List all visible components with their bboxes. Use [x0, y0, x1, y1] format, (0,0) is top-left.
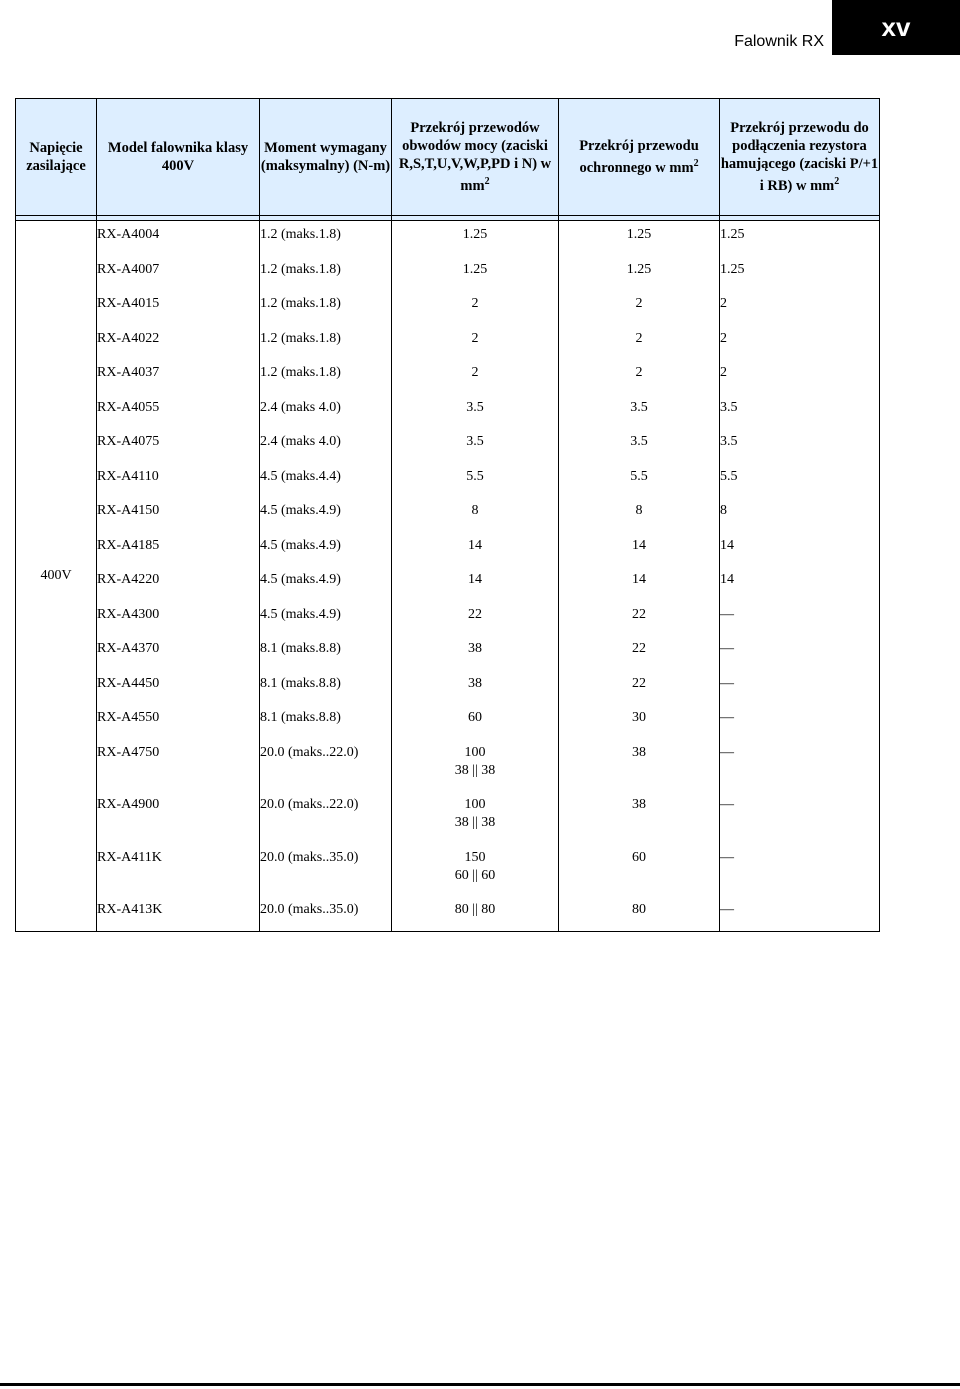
- power-wire-cell: [392, 290, 559, 325]
- power-wire-cell: [392, 704, 559, 739]
- table-row: [16, 670, 880, 705]
- protective-wire-cell: 2: [559, 325, 720, 360]
- model-cell: RX-A4075: [97, 428, 260, 463]
- protective-wire-cell: 22: [559, 635, 720, 670]
- power-wire-value: 80 || 80: [454, 902, 496, 917]
- protective-wire-cell: 60: [559, 844, 720, 897]
- page-number-badge: xv: [832, 0, 960, 55]
- document-title: Falownik RX: [734, 33, 824, 50]
- header-protective-sup: 2: [693, 158, 699, 169]
- power-wire-cell: [392, 394, 559, 429]
- protective-wire-cell: 30: [559, 704, 720, 739]
- model-cell: RX-A4022: [97, 325, 260, 360]
- model-cell: RX-A4055: [97, 394, 260, 429]
- power-wire-parallel-value: 60 || 60: [454, 867, 496, 883]
- model-cell: RX-A4007: [97, 256, 260, 291]
- brake-wire-cell: 1.25: [720, 256, 880, 291]
- power-wire-value: 22: [468, 606, 482, 622]
- model-cell: RX-A4110: [97, 463, 260, 498]
- torque-cell: 4.5 (maks.4.9): [260, 601, 392, 636]
- power-wire-value: 1.25: [462, 227, 488, 242]
- protective-wire-cell: 3.5: [559, 428, 720, 463]
- table-row: [16, 428, 880, 463]
- protective-wire-cell: 1.25: [559, 256, 720, 291]
- brake-wire-cell: —: [720, 896, 880, 931]
- power-wire-cell: [392, 601, 559, 636]
- table-row: [16, 221, 880, 256]
- table-row: [16, 359, 880, 394]
- power-wire-cell: [392, 670, 559, 705]
- header-brake-sup: 2: [834, 176, 840, 187]
- power-wire-value: 3.5: [466, 399, 484, 415]
- table-row: [16, 256, 880, 291]
- model-cell: RX-A4550: [97, 704, 260, 739]
- table-row: [16, 704, 880, 739]
- torque-cell: 4.5 (maks.4.9): [260, 497, 392, 532]
- torque-cell: 1.2 (maks.1.8): [260, 221, 392, 256]
- power-wire-cell: [392, 256, 559, 291]
- model-cell: RX-A413K: [97, 896, 260, 931]
- protective-wire-cell: 80: [559, 896, 720, 931]
- power-wire-cell: [392, 566, 559, 601]
- torque-cell: 4.5 (maks.4.4): [260, 463, 392, 498]
- protective-wire-cell: 38: [559, 739, 720, 792]
- protective-wire-cell: 22: [559, 601, 720, 636]
- header-torque: Moment wymagany (maksymalny) (N-m): [260, 99, 392, 216]
- model-cell: RX-A4015: [97, 290, 260, 325]
- header-voltage: Napięcie zasilające: [16, 99, 97, 216]
- power-wire-cell: [392, 896, 559, 931]
- power-wire-cell: [392, 497, 559, 532]
- brake-wire-cell: 3.5: [720, 394, 880, 429]
- torque-cell: 1.2 (maks.1.8): [260, 359, 392, 394]
- header-power-sup: 2: [484, 176, 490, 187]
- model-cell: RX-A4004: [97, 221, 260, 256]
- torque-cell: 8.1 (maks.8.8): [260, 670, 392, 705]
- protective-wire-cell: 2: [559, 359, 720, 394]
- power-wire-value: 8: [471, 503, 479, 518]
- header-power-wire: [392, 99, 559, 216]
- table-row: [16, 497, 880, 532]
- table-row: [16, 601, 880, 636]
- power-wire-value: 150: [464, 849, 486, 865]
- brake-wire-cell: 3.5: [720, 428, 880, 463]
- model-cell: RX-A4900: [97, 791, 260, 844]
- power-wire-value: 100: [464, 797, 486, 812]
- brake-wire-cell: 1.25: [720, 221, 880, 256]
- power-wire-value: 3.5: [466, 434, 484, 449]
- brake-wire-cell: 8: [720, 497, 880, 532]
- protective-wire-cell: 8: [559, 497, 720, 532]
- power-wire-value: 2: [471, 296, 479, 311]
- protective-wire-cell: 14: [559, 532, 720, 567]
- brake-wire-cell: —: [720, 844, 880, 897]
- torque-cell: 2.4 (maks 4.0): [260, 428, 392, 463]
- power-wire-value: 2: [471, 365, 479, 380]
- protective-wire-cell: 1.25: [559, 221, 720, 256]
- table-row: [16, 463, 880, 498]
- protective-wire-cell: 22: [559, 670, 720, 705]
- power-wire-cell: [392, 532, 559, 567]
- model-cell: RX-A4750: [97, 739, 260, 792]
- voltage-cell: 400V: [16, 221, 97, 932]
- table-row: [16, 394, 880, 429]
- torque-cell: 1.2 (maks.1.8): [260, 290, 392, 325]
- brake-wire-cell: —: [720, 704, 880, 739]
- table-row: [16, 325, 880, 360]
- power-wire-cell: [392, 428, 559, 463]
- brake-wire-cell: —: [720, 739, 880, 792]
- torque-cell: 20.0 (maks..35.0): [260, 896, 392, 931]
- power-wire-cell: [392, 791, 559, 844]
- power-wire-value: 14: [468, 572, 482, 587]
- model-cell: RX-A4300: [97, 601, 260, 636]
- brake-wire-cell: 2: [720, 325, 880, 360]
- header-brake-text: Przekrój przewodu do podłączenia rezystora hamującego (zaciski P/+1 i RB) w mm: [720, 120, 879, 194]
- power-wire-value: 5.5: [466, 468, 484, 484]
- power-wire-parallel-value: 38 || 38: [454, 815, 496, 830]
- brake-wire-cell: 14: [720, 566, 880, 601]
- power-wire-value: 38: [468, 641, 482, 656]
- torque-cell: 4.5 (maks.4.9): [260, 532, 392, 567]
- power-wire-cell: [392, 739, 559, 792]
- torque-cell: 1.2 (maks.1.8): [260, 325, 392, 360]
- power-wire-value: 60: [468, 710, 482, 725]
- table-header-row: [16, 99, 880, 216]
- torque-cell: 8.1 (maks.8.8): [260, 635, 392, 670]
- table-row: [16, 844, 880, 897]
- brake-wire-cell: 14: [720, 532, 880, 567]
- table-body: [16, 221, 880, 932]
- power-wire-cell: [392, 359, 559, 394]
- torque-cell: 20.0 (maks..22.0): [260, 739, 392, 792]
- brake-wire-cell: —: [720, 670, 880, 705]
- footer-rule: [0, 1383, 960, 1386]
- brake-wire-cell: —: [720, 635, 880, 670]
- power-wire-value: 14: [468, 537, 482, 553]
- protective-wire-cell: 3.5: [559, 394, 720, 429]
- power-wire-value: 100: [464, 744, 486, 760]
- torque-cell: 20.0 (maks..22.0): [260, 791, 392, 844]
- table-row: [16, 635, 880, 670]
- model-cell: RX-A4037: [97, 359, 260, 394]
- power-wire-value: 38: [468, 675, 482, 691]
- protective-wire-cell: 5.5: [559, 463, 720, 498]
- power-wire-value: 1.25: [462, 261, 488, 277]
- torque-cell: 2.4 (maks 4.0): [260, 394, 392, 429]
- power-wire-cell: [392, 221, 559, 256]
- table-row: [16, 791, 880, 844]
- model-cell: RX-A411K: [97, 844, 260, 897]
- brake-wire-cell: 2: [720, 359, 880, 394]
- brake-wire-cell: —: [720, 791, 880, 844]
- model-cell: RX-A4220: [97, 566, 260, 601]
- power-wire-cell: [392, 844, 559, 897]
- brake-wire-cell: 5.5: [720, 463, 880, 498]
- power-wire-cell: [392, 325, 559, 360]
- table-row: [16, 566, 880, 601]
- wire-size-table: [15, 98, 880, 932]
- header-protective-wire: [559, 99, 720, 216]
- protective-wire-cell: 14: [559, 566, 720, 601]
- header-brake-wire: [720, 99, 880, 216]
- table-row: [16, 896, 880, 931]
- table-row: [16, 739, 880, 792]
- model-cell: RX-A4370: [97, 635, 260, 670]
- power-wire-cell: [392, 635, 559, 670]
- protective-wire-cell: 38: [559, 791, 720, 844]
- table-row: [16, 290, 880, 325]
- table-row: [16, 532, 880, 567]
- torque-cell: 20.0 (maks..35.0): [260, 844, 392, 897]
- power-wire-value: 2: [471, 330, 479, 346]
- header-power-text: Przekrój przewodów obwodów mocy (zaciski R,S,T,U,V,W,P,PD i N) w mm: [398, 120, 552, 194]
- protective-wire-cell: 2: [559, 290, 720, 325]
- torque-cell: 8.1 (maks.8.8): [260, 704, 392, 739]
- header-model: Model falownika klasy 400V: [97, 99, 260, 216]
- brake-wire-cell: 2: [720, 290, 880, 325]
- brake-wire-cell: —: [720, 601, 880, 636]
- header-protective-text: Przekrój przewodu ochronnego w mm: [579, 138, 699, 176]
- power-wire-parallel-value: 38 || 38: [454, 762, 496, 778]
- torque-cell: 4.5 (maks.4.9): [260, 566, 392, 601]
- torque-cell: 1.2 (maks.1.8): [260, 256, 392, 291]
- model-cell: RX-A4150: [97, 497, 260, 532]
- power-wire-cell: [392, 463, 559, 498]
- model-cell: RX-A4185: [97, 532, 260, 567]
- model-cell: RX-A4450: [97, 670, 260, 705]
